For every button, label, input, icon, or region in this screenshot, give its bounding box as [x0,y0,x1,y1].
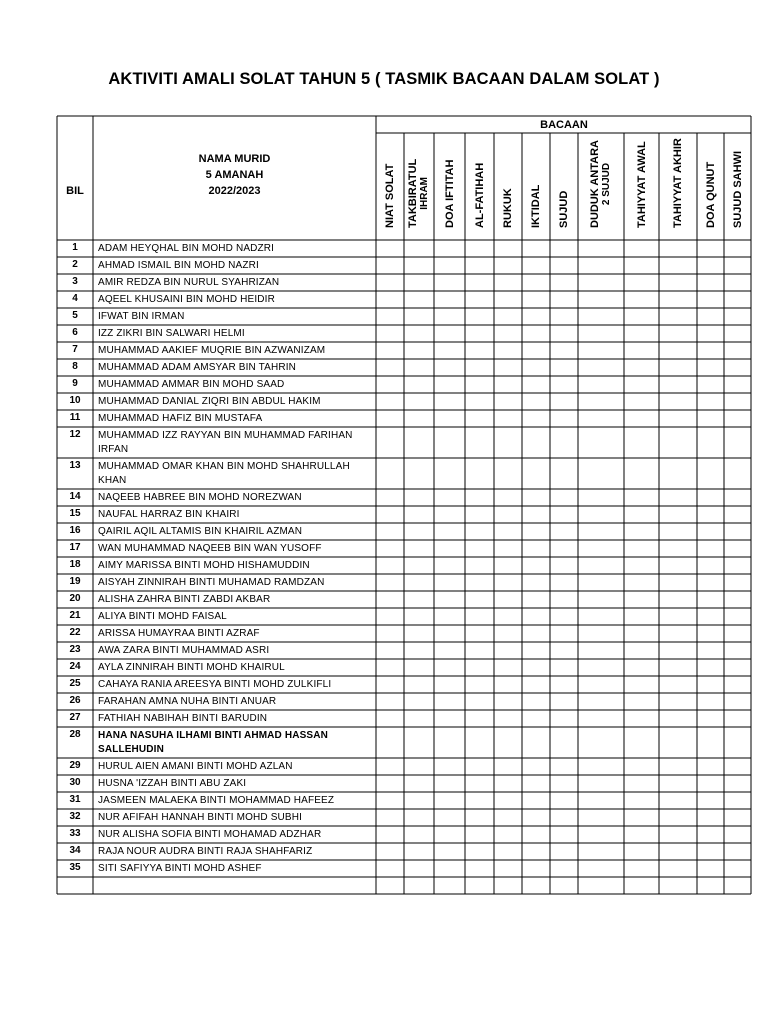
header-class-name: 5 AMANAH [205,169,264,181]
row-number: 5 [72,310,78,321]
student-name: AWA ZARA BINTI MUHAMMAD ASRI [98,645,270,656]
student-name: NAUFAL HARRAZ BIN KHAIRI [98,509,240,520]
student-name: FATHIAH NABIHAH BINTI BARUDIN [98,713,268,724]
column-header-line: SUJUD SAHWI [731,150,744,228]
column-header-tahiyyat-akhir [672,138,684,228]
column-header-sujud [558,191,570,228]
row-number: 21 [69,610,81,621]
row-number: 33 [69,828,81,839]
row-number: 26 [69,695,81,706]
student-name: MUHAMMAD IZZ RAYYAN BIN MUHAMMAD FARIHAN IRFAN [98,430,353,455]
student-name: AIMY MARISSA BINTI MOHD HISHAMUDDIN [98,560,310,571]
row-number: 34 [69,845,81,856]
header-bacaan: BACAAN [540,119,588,131]
column-header-iktidal [530,185,542,228]
student-name: CAHAYA RANIA AREESYA BINTI MOHD ZULKIFLI [98,679,332,690]
row-number: 35 [69,862,81,873]
row-number: 12 [69,429,81,440]
student-name: NUR ALISHA SOFIA BINTI MOHAMAD ADZHAR [98,829,322,840]
student-name: HURUL AIEN AMANI BINTI MOHD AZLAN [98,761,293,772]
student-name: MUHAMMAD AMMAR BIN MOHD SAAD [98,379,285,390]
column-header-doa-qunut [705,162,717,228]
student-name: ALIYA BINTI MOHD FAISAL [98,611,227,622]
row-number: 30 [69,777,81,788]
column-header-line: DOA IFTITAH [443,159,456,228]
student-name: AHMAD ISMAIL BIN MOHD NAZRI [98,260,259,271]
student-name: ARISSA HUMAYRAA BINTI AZRAF [98,628,260,639]
column-header-line: RUKUK [502,188,514,228]
row-number: 25 [69,678,81,689]
row-number: 32 [69,811,81,822]
student-name: SITI SAFIYYA BINTI MOHD ASHEF [98,863,262,874]
student-name: NUR AFIFAH HANNAH BINTI MOHD SUBHI [98,812,303,823]
row-number: 20 [69,593,81,604]
column-header-line: IHRAM [419,176,430,210]
row-number: 19 [69,576,81,587]
column-header-line: DUDUK ANTARA [589,140,601,228]
column-header-line: TAHIYYAT AKHIR [672,138,684,228]
column-header-al-fatihah [474,163,486,228]
row-number: 6 [72,327,78,338]
student-name: MUHAMMAD HAFIZ BIN MUSTAFA [98,413,263,424]
column-header-line: TAHIYYAT AWAL [635,141,648,228]
row-number: 28 [69,729,81,740]
row-number: 2 [72,259,78,270]
row-number: 24 [69,661,81,672]
column-header-line: AL-FATIHAH [473,162,486,228]
student-name: ADAM HEYQHAL BIN MOHD NADZRI [98,243,275,254]
student-name: HUSNA 'IZZAH BINTI ABU ZAKI [98,778,247,789]
student-name: QAIRIL AQIL ALTAMIS BIN KHAIRIL AZMAN [98,526,303,537]
student-name: FARAHAN AMNA NUHA BINTI ANUAR [98,696,277,707]
student-name: MUHAMMAD OMAR KHAN BIN MOHD SHAHRULLAH KHAN [98,461,350,486]
student-name: IZZ ZIKRI BIN SALWARI HELMI [98,328,245,339]
student-name: IFWAT BIN IRMAN [98,311,185,322]
row-number: 1 [72,242,78,253]
column-header-line: 2 SUJUD [601,162,612,206]
column-header-line: SUJUD [558,190,570,228]
column-header-line: DOA QUNUT [704,161,717,228]
row-number: 18 [69,559,81,570]
column-header-line: NIAT SOLAT [384,163,396,228]
column-header-line: TAKBIRATUL [407,158,419,228]
student-name: AQEEL KHUSAINI BIN MOHD HEIDIR [98,294,275,305]
column-header-niat-solat [384,164,396,228]
student-name: HANA NASUHA ILHAMI BINTI AHMAD HASSAN SALLEHUDIN [98,730,328,755]
row-number: 11 [69,412,81,423]
row-number: 29 [69,760,81,771]
student-name: WAN MUHAMMAD NAQEEB BIN WAN YUSOFF [98,543,322,554]
student-name: MUHAMMAD ADAM AMSYAR BIN TAHRIN [98,362,297,373]
student-name: AYLA ZINNIRAH BINTI MOHD KHAIRUL [98,662,285,673]
student-name: JASMEEN MALAEKA BINTI MOHAMMAD HAFEEZ [98,795,335,806]
column-header-duduk-antara [589,140,613,228]
column-header-rukuk [502,188,514,228]
row-number: 16 [69,525,81,536]
student-name: MUHAMMAD DANIAL ZIQRI BIN ABDUL HAKIM [98,396,321,407]
student-name: NAQEEB HABREE BIN MOHD NOREZWAN [98,492,302,503]
column-header-line: IKTIDAL [530,184,542,228]
row-number: 4 [72,293,78,304]
header-bil: BIL [66,185,84,197]
column-header-tahiyyat-awal [636,141,648,228]
student-name: RAJA NOUR AUDRA BINTI RAJA SHAHFARIZ [98,846,313,857]
page-title: AKTIVITI AMALI SOLAT TAHUN 5 ( TASMIK BACAAN DALAM SOLAT ) [108,70,660,88]
row-number: 10 [69,395,81,406]
row-number: 27 [69,712,81,723]
row-number: 22 [69,627,81,638]
row-number: 8 [72,361,78,372]
student-name: ALISHA ZAHRA BINTI ZABDI AKBAR [98,594,271,605]
row-number: 17 [69,542,81,553]
row-number: 3 [72,276,78,287]
row-number: 9 [72,378,78,389]
row-number: 14 [69,491,81,502]
row-number: 15 [69,508,81,519]
student-name: MUHAMMAD AAKIEF MUQRIE BIN AZWANIZAM [98,345,326,356]
row-number: 13 [69,460,81,471]
column-header-doa-iftitah [444,160,456,228]
column-header-takbiratul [407,159,431,228]
row-number: 31 [69,794,81,805]
row-number: 23 [69,644,81,655]
column-header-sujud-sahwi [732,151,744,228]
header-nama-murid: NAMA MURID [198,153,271,165]
student-name: AMIR REDZA BIN NURUL SYAHRIZAN [98,277,280,288]
row-number: 7 [72,344,78,355]
student-name: AISYAH ZINNIRAH BINTI MUHAMAD RAMDZAN [98,577,325,588]
header-session: 2022/2023 [208,185,261,197]
